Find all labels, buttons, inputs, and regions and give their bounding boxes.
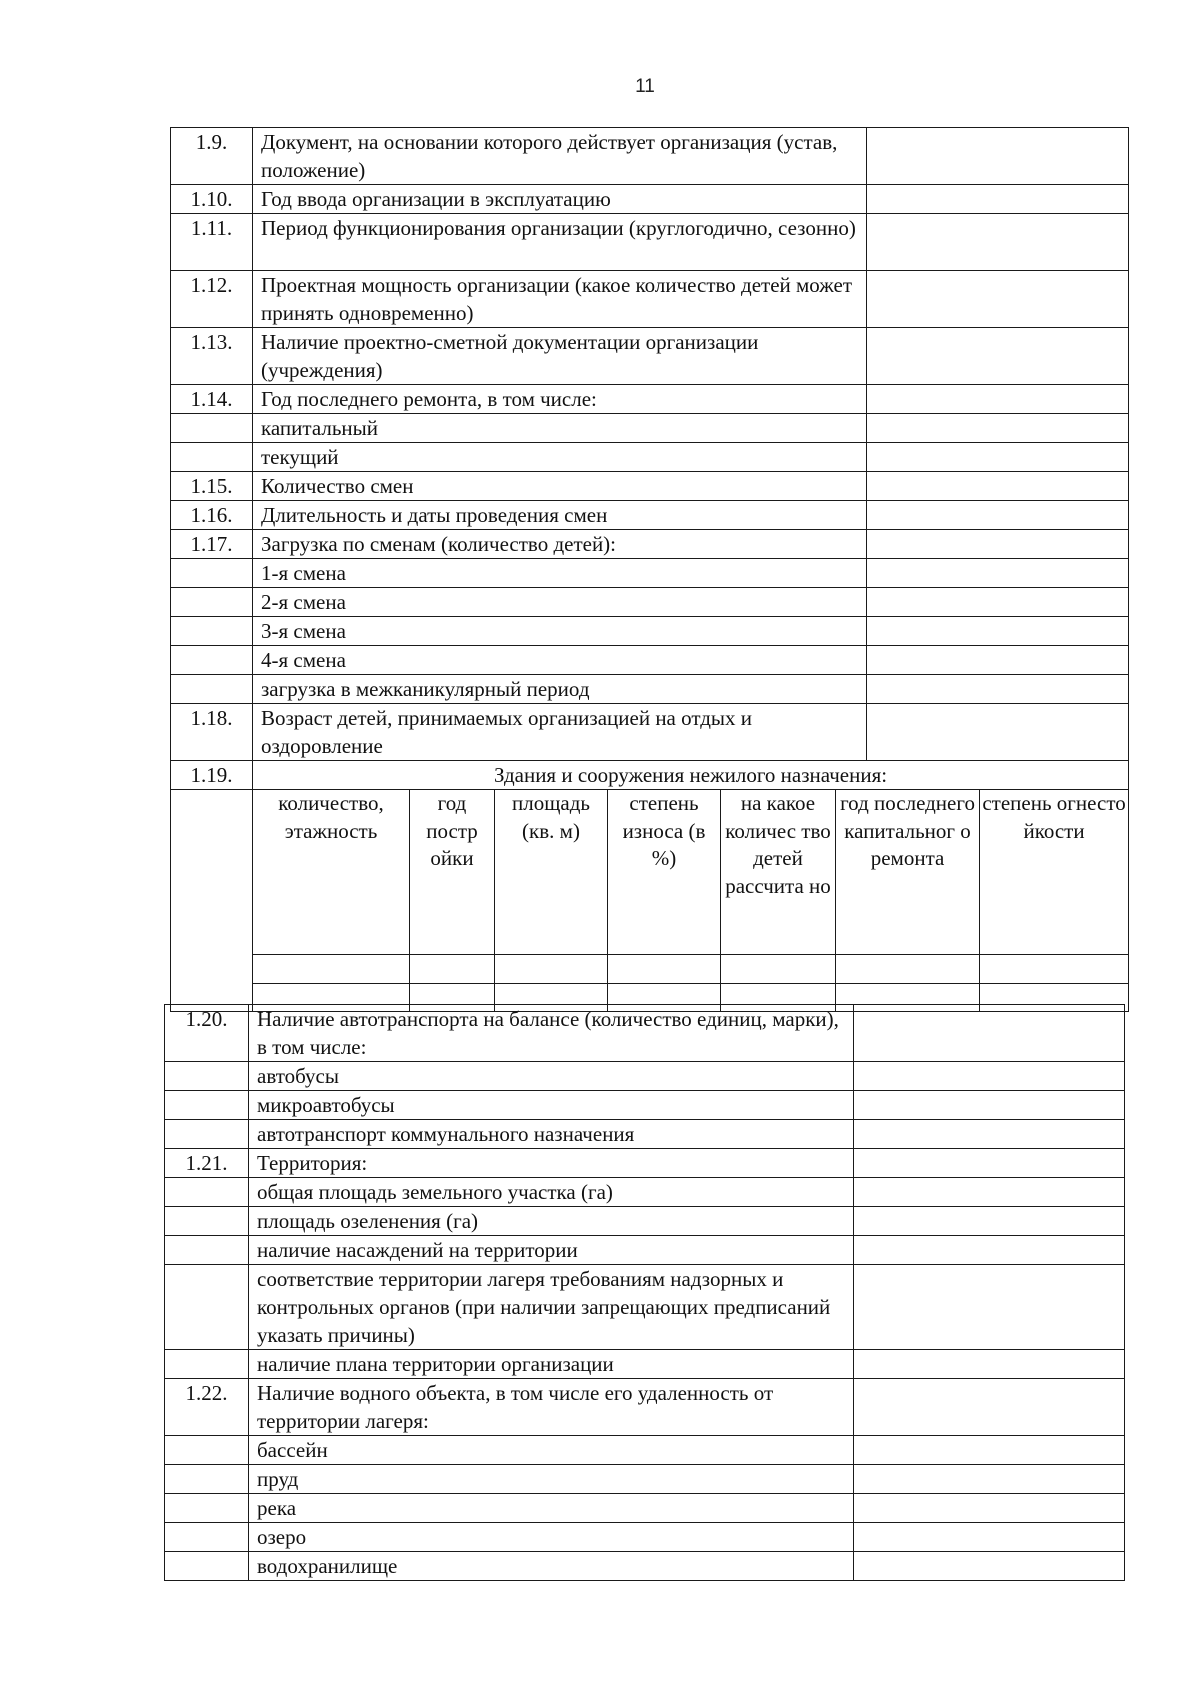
item-number <box>171 588 253 617</box>
item-number <box>171 443 253 472</box>
buildings-title-row <box>171 761 1129 790</box>
table-row <box>171 675 1129 704</box>
value-cell[interactable] <box>854 1149 1125 1178</box>
item-number <box>171 559 253 588</box>
table-row <box>165 1091 1125 1120</box>
value-cell[interactable] <box>854 1379 1125 1436</box>
value-cell[interactable] <box>854 1436 1125 1465</box>
wear-cell[interactable] <box>608 955 721 984</box>
value-cell[interactable] <box>854 1062 1125 1091</box>
item-label: река <box>249 1494 854 1523</box>
table-row <box>171 385 1129 414</box>
table-row <box>165 1552 1125 1581</box>
table-row <box>171 443 1129 472</box>
value-cell[interactable] <box>867 501 1129 530</box>
value-cell[interactable] <box>854 1005 1125 1062</box>
value-cell[interactable] <box>867 271 1129 328</box>
table-row <box>171 328 1129 385</box>
item-label: Документ, на основании которого действует организация (устав, положение) <box>253 128 867 185</box>
table-row <box>171 501 1129 530</box>
value-cell[interactable] <box>854 1091 1125 1120</box>
value-cell[interactable] <box>854 1350 1125 1379</box>
table-row <box>165 1236 1125 1265</box>
table-row <box>165 1465 1125 1494</box>
item-label: текущий <box>253 443 867 472</box>
table-row <box>171 617 1129 646</box>
item-number <box>165 1350 249 1379</box>
column-header-floors: количество, этажность <box>253 790 410 955</box>
page-number: 11 <box>635 76 655 97</box>
table-row <box>171 128 1129 185</box>
value-cell[interactable] <box>867 646 1129 675</box>
item-label: автобусы <box>249 1062 854 1091</box>
item-number: 1.20. <box>165 1005 249 1062</box>
value-cell[interactable] <box>867 675 1129 704</box>
item-label: Год последнего ремонта, в том числе: <box>253 385 867 414</box>
table-row <box>165 1350 1125 1379</box>
item-number <box>165 1120 249 1149</box>
table-row <box>165 1149 1125 1178</box>
item-label: 3-я смена <box>253 617 867 646</box>
item-label: Наличие водного объекта, в том числе его удаленность от территории лагеря: <box>249 1379 854 1436</box>
table-row <box>171 588 1129 617</box>
table-row <box>165 1379 1125 1436</box>
item-number <box>171 646 253 675</box>
value-cell[interactable] <box>867 385 1129 414</box>
column-header-build-year: год постр ойки <box>410 790 495 955</box>
item-number <box>165 1207 249 1236</box>
value-cell[interactable] <box>867 704 1129 761</box>
item-label: микроавтобусы <box>249 1091 854 1120</box>
table-row <box>165 1436 1125 1465</box>
camp-passport-table-part-1 <box>170 127 1129 1012</box>
item-number: 1.22. <box>165 1379 249 1436</box>
item-number <box>165 1236 249 1265</box>
value-cell[interactable] <box>867 617 1129 646</box>
buildings-title: Здания и сооружения нежилого назначения: <box>253 761 1129 790</box>
value-cell[interactable] <box>867 185 1129 214</box>
item-label: капитальный <box>253 414 867 443</box>
item-label: соответствие территории лагеря требованиям надзорных и контрольных органов (при наличии запрещающих предписаний указать причины) <box>249 1265 854 1350</box>
table-row <box>171 414 1129 443</box>
table-row <box>171 530 1129 559</box>
item-number <box>165 1552 249 1581</box>
item-label: Период функционирования организации (круглогодично, сезонно) <box>253 214 867 271</box>
item-number: 1.10. <box>171 185 253 214</box>
build-year-cell[interactable] <box>410 955 495 984</box>
column-header-area: площадь (кв. м) <box>495 790 608 955</box>
table-row <box>165 1523 1125 1552</box>
table-row <box>171 472 1129 501</box>
item-number <box>165 1091 249 1120</box>
item-number: 1.9. <box>171 128 253 185</box>
item-label: Загрузка по сменам (количество детей): <box>253 530 867 559</box>
item-number: 1.14. <box>171 385 253 414</box>
item-number: 1.19. <box>171 761 253 790</box>
value-cell[interactable] <box>854 1465 1125 1494</box>
item-number <box>165 1062 249 1091</box>
item-number <box>171 675 253 704</box>
item-label: Количество смен <box>253 472 867 501</box>
item-number <box>165 1178 249 1207</box>
item-number <box>165 1436 249 1465</box>
blank-number-cell <box>171 790 253 1012</box>
item-number: 1.21. <box>165 1149 249 1178</box>
item-label: 2-я смена <box>253 588 867 617</box>
item-label: Наличие проектно-сметной документации организации (учреждения) <box>253 328 867 385</box>
item-number: 1.13. <box>171 328 253 385</box>
value-cell[interactable] <box>867 128 1129 185</box>
item-number <box>165 1494 249 1523</box>
value-cell[interactable] <box>854 1178 1125 1207</box>
item-number <box>171 617 253 646</box>
table-row <box>171 646 1129 675</box>
value-cell[interactable] <box>867 472 1129 501</box>
table-row <box>171 559 1129 588</box>
item-label: Длительность и даты проведения смен <box>253 501 867 530</box>
column-header-last-repair: год последнего капитальног о ремонта <box>836 790 980 955</box>
value-cell[interactable] <box>854 1120 1125 1149</box>
value-cell[interactable] <box>854 1265 1125 1350</box>
floors-cell[interactable] <box>253 955 410 984</box>
item-number <box>165 1465 249 1494</box>
column-header-fire-resistance: степень огнесто йкости <box>980 790 1129 955</box>
item-number: 1.17. <box>171 530 253 559</box>
table-row <box>165 1005 1125 1062</box>
value-cell[interactable] <box>854 1207 1125 1236</box>
item-number: 1.12. <box>171 271 253 328</box>
value-cell[interactable] <box>854 1236 1125 1265</box>
value-cell[interactable] <box>867 414 1129 443</box>
item-number: 1.15. <box>171 472 253 501</box>
table-row <box>165 1265 1125 1350</box>
item-label: Проектная мощность организации (какое количество детей может принять одновременно) <box>253 271 867 328</box>
value-cell[interactable] <box>867 559 1129 588</box>
item-label: общая площадь земельного участка (га) <box>249 1178 854 1207</box>
value-cell[interactable] <box>854 1552 1125 1581</box>
table-row <box>165 1062 1125 1091</box>
item-label: автотранспорт коммунального назначения <box>249 1120 854 1149</box>
item-label: 1-я смена <box>253 559 867 588</box>
value-cell[interactable] <box>854 1494 1125 1523</box>
value-cell[interactable] <box>854 1523 1125 1552</box>
table-row <box>165 1178 1125 1207</box>
table-row <box>165 1494 1125 1523</box>
item-number: 1.16. <box>171 501 253 530</box>
item-label: Возраст детей, принимаемых организацией на отдых и оздоровление <box>253 704 867 761</box>
item-number <box>165 1265 249 1350</box>
value-cell[interactable] <box>867 328 1129 385</box>
item-label: Год ввода организации в эксплуатацию <box>253 185 867 214</box>
buildings-data-row <box>171 955 1129 984</box>
table-row <box>165 1207 1125 1236</box>
item-label: Наличие автотранспорта на балансе (количество единиц, марки), в том числе: <box>249 1005 854 1062</box>
item-number: 1.11. <box>171 214 253 271</box>
item-label: водохранилище <box>249 1552 854 1581</box>
table-row <box>171 271 1129 328</box>
buildings-header-row <box>171 790 1129 955</box>
value-cell[interactable] <box>867 530 1129 559</box>
item-label: наличие плана территории организации <box>249 1350 854 1379</box>
item-number: 1.18. <box>171 704 253 761</box>
value-cell[interactable] <box>867 588 1129 617</box>
table-row <box>171 185 1129 214</box>
camp-passport-table-part-2 <box>164 1004 1125 1581</box>
capacity-cell[interactable] <box>721 955 836 984</box>
item-label: площадь озеленения (га) <box>249 1207 854 1236</box>
item-label: пруд <box>249 1465 854 1494</box>
last-repair-cell[interactable] <box>836 955 980 984</box>
value-cell[interactable] <box>867 214 1129 271</box>
item-label: Территория: <box>249 1149 854 1178</box>
column-header-capacity: на какое количес тво детей рассчита но <box>721 790 836 955</box>
fire-resistance-cell[interactable] <box>980 955 1129 984</box>
item-label: загрузка в межканикулярный период <box>253 675 867 704</box>
value-cell[interactable] <box>867 443 1129 472</box>
item-number <box>165 1523 249 1552</box>
table-row <box>165 1120 1125 1149</box>
item-number <box>171 414 253 443</box>
item-label: озеро <box>249 1523 854 1552</box>
table-row <box>171 704 1129 761</box>
area-cell[interactable] <box>495 955 608 984</box>
item-label: 4-я смена <box>253 646 867 675</box>
column-header-wear: степень износа (в %) <box>608 790 721 955</box>
item-label: наличие насаждений на территории <box>249 1236 854 1265</box>
table-row <box>171 214 1129 271</box>
item-label: бассейн <box>249 1436 854 1465</box>
